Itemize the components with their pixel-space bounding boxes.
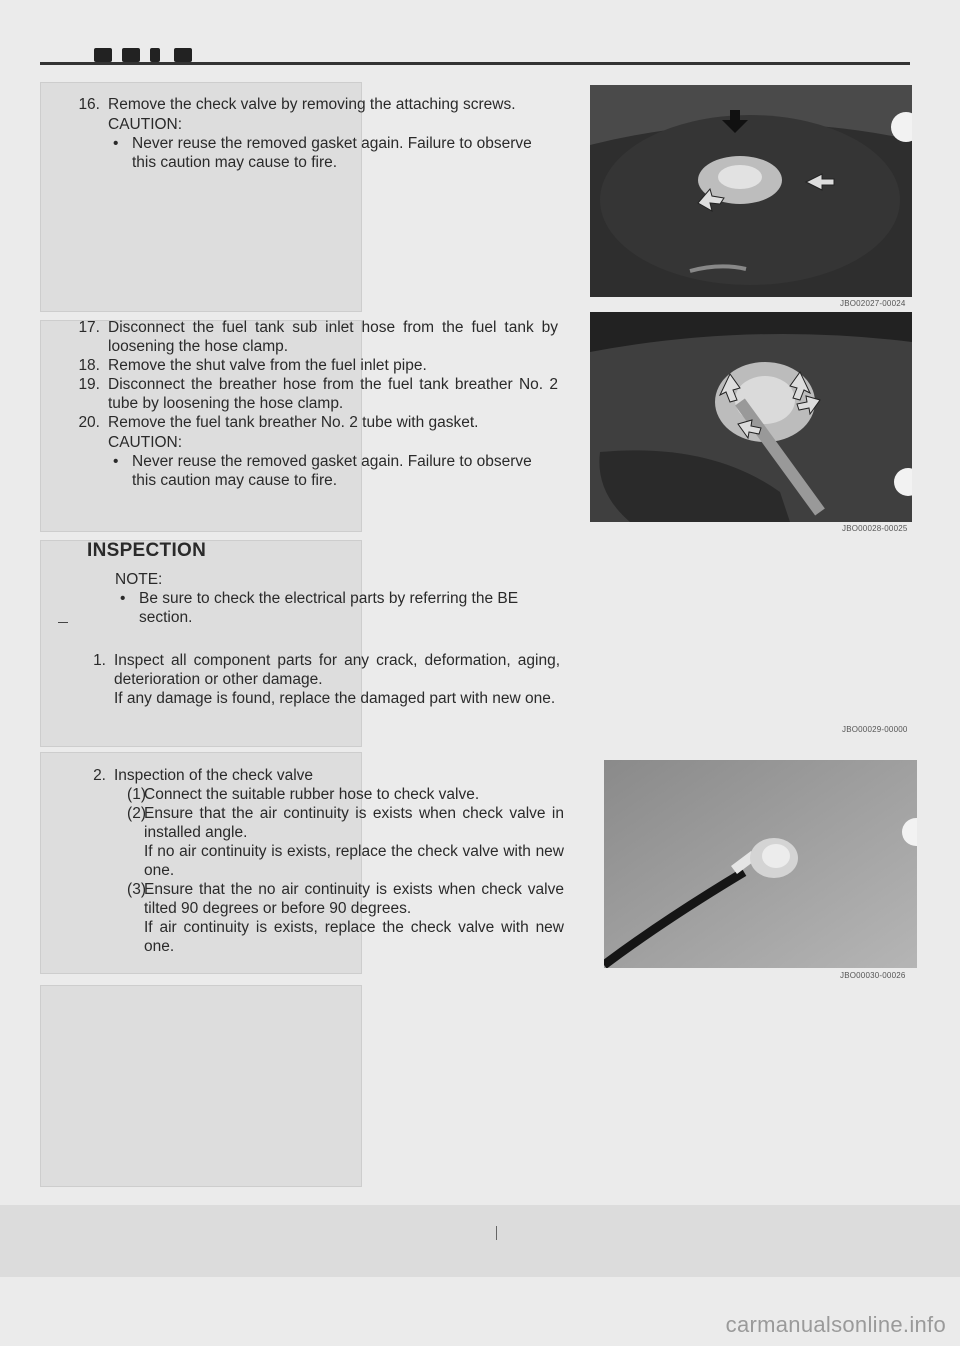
caution-text: • Never reuse the removed gasket again. Failure to observe this caution may cause to fire. xyxy=(108,134,542,172)
step-number: 17. xyxy=(78,319,100,336)
sub-step-3 xyxy=(127,880,564,956)
step-title: Inspection of the check valve xyxy=(114,767,314,784)
sub-step-text: Ensure that the air continuity is exists when check valve in installed angle. xyxy=(144,805,564,841)
step-text-2: If any damage is found, replace the damaged part with new one. xyxy=(114,690,556,707)
caution-text: • Never reuse the removed gasket again. Failure to observe this caution may cause to fire. xyxy=(108,452,542,490)
sub-step-extra: If no air continuity is exists, replace the check valve with new one. xyxy=(144,843,564,879)
step-text: Remove the fuel tank breather No. 2 tube with gasket. xyxy=(108,414,479,431)
page-footer-strip xyxy=(0,1205,960,1277)
bleed-through-box xyxy=(40,985,362,1187)
step-text: Remove the shut valve from the fuel inlet pipe. xyxy=(108,357,427,374)
sub-step-1 xyxy=(127,785,564,804)
sub-step-extra: If air continuity is exists, replace the check valve with new one. xyxy=(144,919,564,955)
inspection-step-2 xyxy=(93,766,564,956)
sub-step-text: Ensure that the no air continuity is exists when check valve tilted 90 degrees or before 90 degrees. xyxy=(144,881,564,917)
watermark-text: carmanualsonline.info xyxy=(725,1312,946,1337)
sub-step-text: Connect the suitable rubber hose to check valve. xyxy=(144,786,480,803)
step-number: 16. xyxy=(78,96,100,113)
header-rule xyxy=(40,62,910,65)
sub-step-number: (1) xyxy=(127,786,146,803)
inspection-note xyxy=(115,570,560,627)
inspection-step-1 xyxy=(93,651,560,708)
sub-step-2 xyxy=(127,804,564,880)
note-label: NOTE: xyxy=(115,571,163,588)
figure-caption: JBO00029-00000 xyxy=(842,725,908,734)
page-header-number xyxy=(92,40,192,62)
step-text: Remove the check valve by removing the attaching screws. xyxy=(108,96,516,113)
caution-label: CAUTION: xyxy=(108,434,183,451)
figure-fuel-tank-check-valve xyxy=(590,85,912,297)
step-text: Disconnect the breather hose from the fuel tank breather No. 2 tube by loosening the hose clamp. xyxy=(108,376,558,412)
figure-breather-tube xyxy=(590,312,912,522)
step-18 xyxy=(78,356,558,375)
step-number: 20. xyxy=(78,414,100,431)
step-19 xyxy=(78,375,558,413)
figure-caption: JBO02027-00024 xyxy=(840,299,906,308)
step-20 xyxy=(78,413,558,432)
step-text: Inspect all component parts for any crack, deformation, aging, deterioration or other damage. xyxy=(114,652,560,688)
figure-check-valve-with-hose xyxy=(604,760,917,968)
figure-caption: JBO00030-00026 xyxy=(840,971,906,980)
section-heading-inspection: INSPECTION xyxy=(87,540,207,561)
step-text: Disconnect the fuel tank sub inlet hose from the fuel tank by loosening the hose clamp. xyxy=(108,319,558,355)
step-number: 2. xyxy=(93,767,106,784)
sub-step-number: (3) xyxy=(127,881,146,898)
caution-label: CAUTION: xyxy=(108,116,183,133)
step-16 xyxy=(78,95,558,172)
margin-dash xyxy=(58,622,68,623)
step-17 xyxy=(78,318,558,356)
figure-caption: JBO00028-00025 xyxy=(842,524,908,533)
sub-step-number: (2) xyxy=(127,805,146,822)
step-number: 1. xyxy=(93,652,106,669)
step-number: 18. xyxy=(78,357,100,374)
step-number: 19. xyxy=(78,376,100,393)
footer-mark xyxy=(496,1226,497,1240)
steps-17-to-20 xyxy=(78,318,558,490)
note-text: • Be sure to check the electrical parts by referring the BE section. xyxy=(115,589,564,627)
